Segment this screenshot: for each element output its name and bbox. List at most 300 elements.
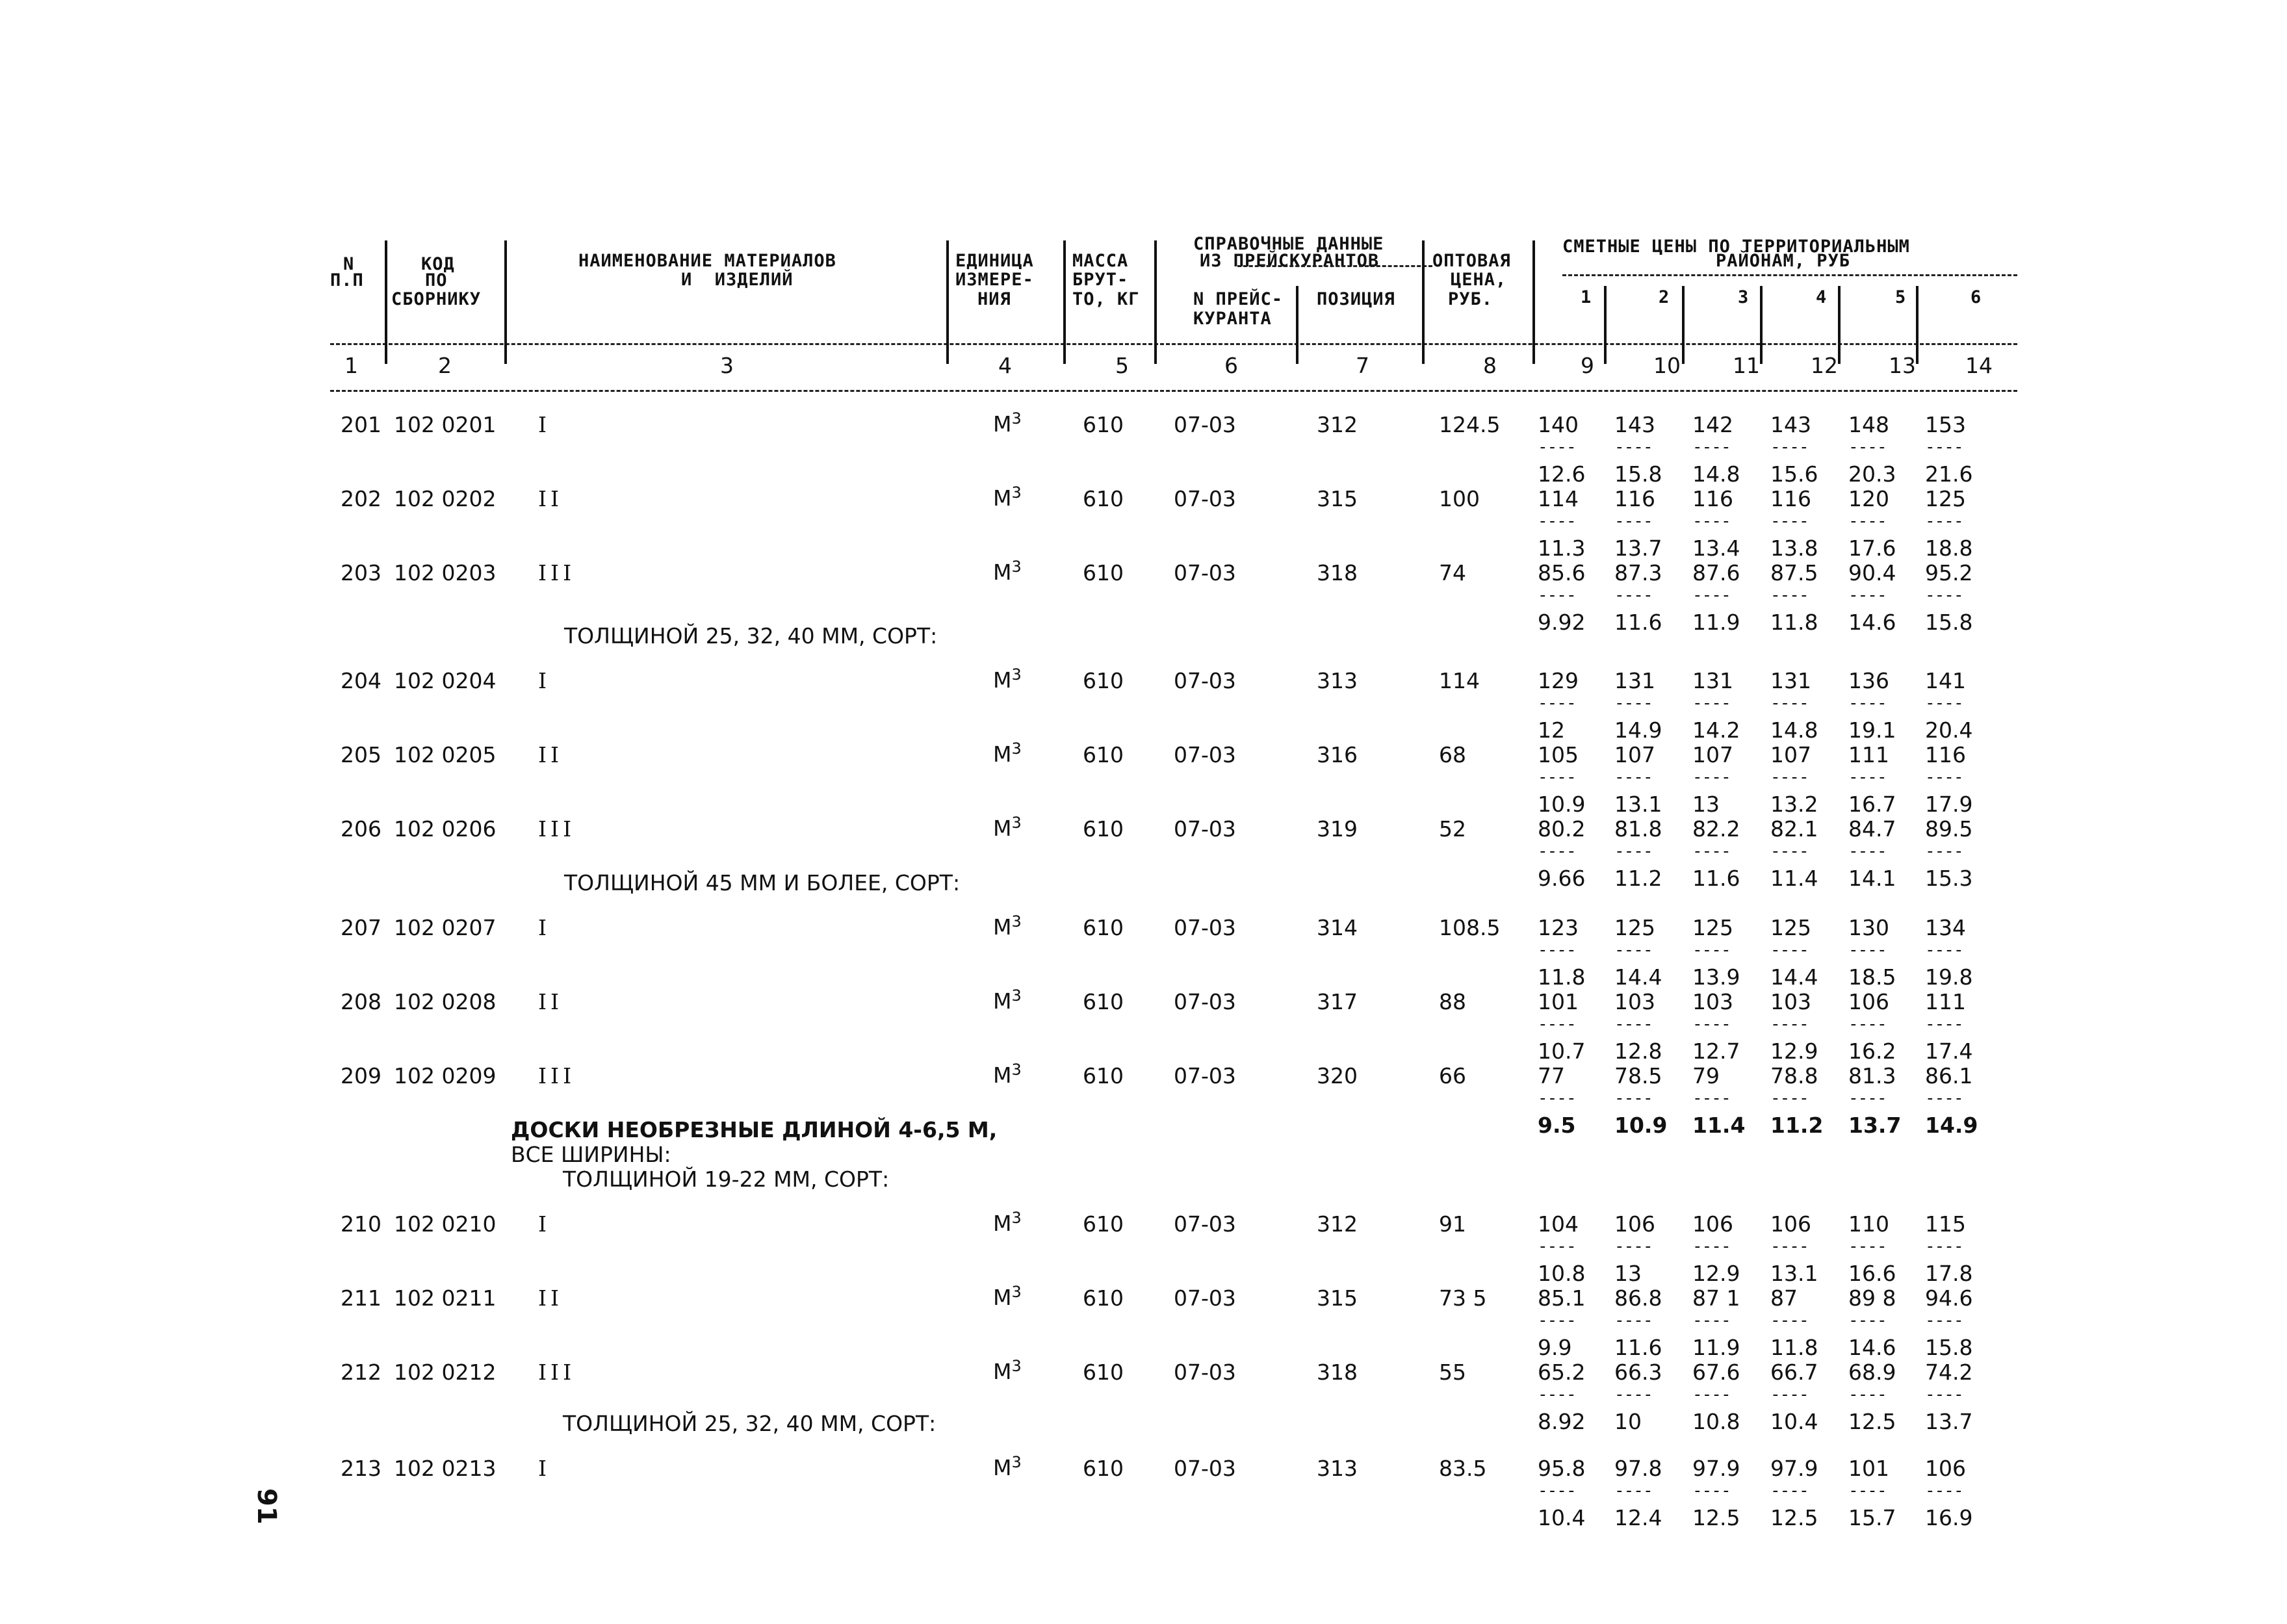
row-estimate-price: 125 bbox=[1614, 915, 1655, 940]
row-code: 102 0209 bbox=[394, 1063, 497, 1089]
row-code: 102 0206 bbox=[394, 816, 497, 842]
row-price-list: 07-03 bbox=[1174, 1211, 1236, 1237]
price-divider-dash: ---- bbox=[1925, 767, 1963, 787]
row-grade: I bbox=[538, 668, 551, 693]
unit-superscript: 3 bbox=[1011, 1453, 1022, 1471]
unit-superscript: 3 bbox=[1011, 409, 1022, 428]
row-position: 316 bbox=[1317, 742, 1358, 767]
row-estimate-subprice: 16.2 bbox=[1848, 1038, 1896, 1064]
row-mass: 610 bbox=[1083, 412, 1124, 437]
row-estimate-subprice: 14.4 bbox=[1614, 964, 1662, 990]
row-estimate-subprice: 14.9 bbox=[1925, 1113, 1978, 1138]
row-mass: 610 bbox=[1083, 668, 1124, 693]
price-divider-dash: ---- bbox=[1614, 1089, 1653, 1108]
row-estimate-subprice: 13.9 bbox=[1692, 964, 1740, 990]
row-mass: 610 bbox=[1083, 989, 1124, 1014]
price-divider-dash: ---- bbox=[1692, 693, 1731, 713]
row-estimate-price: 66.7 bbox=[1770, 1360, 1818, 1385]
row-price-list: 07-03 bbox=[1174, 816, 1236, 842]
price-divider-dash: ---- bbox=[1848, 1311, 1887, 1330]
row-unit bbox=[993, 1454, 1022, 1478]
unit-base: М bbox=[993, 667, 1012, 693]
row-estimate-subprice: 15.3 bbox=[1925, 866, 1973, 891]
row-code: 102 0202 bbox=[394, 486, 497, 511]
row-position: 317 bbox=[1317, 989, 1358, 1014]
row-mass: 610 bbox=[1083, 1063, 1124, 1089]
unit-superscript: 3 bbox=[1011, 1283, 1022, 1301]
row-estimate-subprice: 12.5 bbox=[1770, 1505, 1818, 1530]
price-divider-dash: ---- bbox=[1692, 437, 1731, 457]
row-unit bbox=[993, 1062, 1022, 1086]
row-estimate-price: 97.9 bbox=[1770, 1456, 1818, 1481]
row-estimate-price: 86.1 bbox=[1925, 1063, 1973, 1089]
column-separator bbox=[1422, 240, 1425, 364]
row-code: 102 0201 bbox=[394, 412, 497, 437]
unit-base: М bbox=[993, 411, 1012, 437]
section-label: ТОЛЩИНОЙ 25, 32, 40 ММ, СОРТ: bbox=[564, 623, 938, 649]
row-estimate-price: 107 bbox=[1614, 742, 1655, 767]
price-divider-dash: ---- bbox=[1692, 940, 1731, 960]
price-divider-dash: ---- bbox=[1770, 693, 1809, 713]
col-number: 2 bbox=[438, 353, 452, 378]
row-unit bbox=[993, 485, 1022, 509]
row-estimate-price: 131 bbox=[1692, 668, 1733, 693]
unit-superscript: 3 bbox=[1011, 558, 1022, 576]
row-position: 319 bbox=[1317, 816, 1358, 842]
row-estimate-subprice: 13.7 bbox=[1614, 535, 1662, 561]
row-price-list: 07-03 bbox=[1174, 668, 1236, 693]
row-estimate-price: 131 bbox=[1770, 668, 1811, 693]
price-divider-dash: ---- bbox=[1538, 437, 1576, 457]
price-divider-dash: ---- bbox=[1770, 842, 1809, 861]
row-estimate-price: 125 bbox=[1770, 915, 1811, 940]
row-number: 207 bbox=[341, 915, 381, 940]
row-number: 209 bbox=[341, 1063, 381, 1089]
row-unit bbox=[993, 559, 1022, 583]
unit-base: М bbox=[993, 741, 1012, 767]
row-estimate-price: 85.1 bbox=[1538, 1285, 1586, 1311]
column-separator bbox=[946, 240, 949, 364]
unit-base: М bbox=[993, 1063, 1012, 1088]
row-estimate-price: 89 8 bbox=[1848, 1285, 1896, 1311]
price-divider-dash: ---- bbox=[1614, 693, 1653, 713]
col-number: 11 bbox=[1733, 353, 1760, 378]
price-divider-dash: ---- bbox=[1925, 940, 1963, 960]
unit-base: М bbox=[993, 988, 1012, 1014]
row-estimate-price: 106 bbox=[1925, 1456, 1966, 1481]
unit-base: М bbox=[993, 560, 1012, 585]
row-estimate-price: 81.8 bbox=[1614, 816, 1662, 842]
row-mass: 610 bbox=[1083, 816, 1124, 842]
row-mass: 610 bbox=[1083, 1285, 1124, 1311]
row-estimate-subprice: 12.6 bbox=[1538, 461, 1586, 487]
row-price-list: 07-03 bbox=[1174, 560, 1236, 586]
row-estimate-price: 148 bbox=[1848, 412, 1889, 437]
unit-superscript: 3 bbox=[1011, 986, 1022, 1005]
row-estimate-price: 105 bbox=[1538, 742, 1579, 767]
row-estimate-subprice: 16.7 bbox=[1848, 792, 1896, 817]
col-number: 14 bbox=[1965, 353, 1993, 378]
price-divider-dash: ---- bbox=[1925, 1014, 1963, 1034]
row-estimate-price: 143 bbox=[1614, 412, 1655, 437]
row-wholesale-price: 108.5 bbox=[1439, 915, 1501, 940]
column-separator bbox=[1760, 286, 1763, 364]
row-unit bbox=[993, 741, 1022, 765]
row-estimate-subprice: 9.9 bbox=[1538, 1335, 1572, 1360]
row-estimate-price: 115 bbox=[1925, 1211, 1966, 1237]
price-divider-dash: ---- bbox=[1538, 586, 1576, 605]
section-label: ВСЕ ШИРИНЫ: bbox=[511, 1142, 671, 1167]
row-estimate-subprice: 12.4 bbox=[1614, 1505, 1662, 1530]
row-grade: II bbox=[538, 1285, 563, 1311]
row-estimate-price: 106 bbox=[1692, 1211, 1733, 1237]
row-estimate-subprice: 12.5 bbox=[1692, 1505, 1740, 1530]
row-grade: I bbox=[538, 1456, 551, 1481]
row-grade: II bbox=[538, 989, 563, 1014]
region-label: 2 bbox=[1659, 287, 1670, 307]
row-number: 213 bbox=[341, 1456, 381, 1481]
row-number: 204 bbox=[341, 668, 381, 693]
col-number: 6 bbox=[1224, 353, 1238, 378]
price-divider-dash: ---- bbox=[1614, 586, 1653, 605]
row-unit bbox=[993, 1358, 1022, 1382]
row-price-list: 07-03 bbox=[1174, 915, 1236, 940]
price-divider-dash: ---- bbox=[1848, 1385, 1887, 1404]
col-est-label: РАЙОНАМ, РУБ bbox=[1716, 251, 1851, 271]
row-grade: II bbox=[538, 742, 563, 767]
row-estimate-price: 66.3 bbox=[1614, 1360, 1662, 1385]
price-divider-dash: ---- bbox=[1692, 1014, 1731, 1034]
row-estimate-subprice: 10.8 bbox=[1538, 1261, 1586, 1286]
row-unit bbox=[993, 815, 1022, 839]
row-estimate-price: 95.2 bbox=[1925, 560, 1973, 586]
price-divider-dash: ---- bbox=[1848, 940, 1887, 960]
column-separator bbox=[1154, 240, 1157, 364]
row-mass: 610 bbox=[1083, 1360, 1124, 1385]
row-estimate-subprice: 13.1 bbox=[1614, 792, 1662, 817]
row-estimate-price: 107 bbox=[1770, 742, 1811, 767]
price-divider-dash: ---- bbox=[1538, 767, 1576, 787]
row-unit bbox=[993, 988, 1022, 1012]
col-ref-pos-label: ПОЗИЦИЯ bbox=[1317, 289, 1395, 309]
row-estimate-price: 116 bbox=[1692, 486, 1733, 511]
price-divider-dash: ---- bbox=[1692, 511, 1731, 531]
row-estimate-subprice: 14.8 bbox=[1692, 461, 1740, 487]
row-grade: III bbox=[538, 560, 576, 586]
unit-superscript: 3 bbox=[1011, 814, 1022, 832]
row-estimate-subprice: 11.3 bbox=[1538, 535, 1586, 561]
row-estimate-price: 97.8 bbox=[1614, 1456, 1662, 1481]
row-price-list: 07-03 bbox=[1174, 1285, 1236, 1311]
row-grade: II bbox=[538, 486, 563, 511]
row-estimate-subprice: 16.6 bbox=[1848, 1261, 1896, 1286]
price-divider-dash: ---- bbox=[1538, 1311, 1576, 1330]
price-divider-dash: ---- bbox=[1848, 842, 1887, 861]
region-label: 6 bbox=[1970, 287, 1982, 307]
row-estimate-subprice: 14.2 bbox=[1692, 717, 1740, 743]
price-divider-dash: ---- bbox=[1770, 1385, 1809, 1404]
price-divider-dash: ---- bbox=[1925, 1089, 1963, 1108]
row-wholesale-price: 88 bbox=[1439, 989, 1466, 1014]
region-label: 1 bbox=[1581, 287, 1592, 307]
row-number: 210 bbox=[341, 1211, 381, 1237]
column-separator bbox=[385, 240, 387, 364]
unit-base: М bbox=[993, 485, 1012, 511]
price-divider-dash: ---- bbox=[1614, 1014, 1653, 1034]
price-divider-dash: ---- bbox=[1848, 437, 1887, 457]
row-estimate-subprice: 11.6 bbox=[1614, 610, 1662, 635]
price-divider-dash: ---- bbox=[1770, 1014, 1809, 1034]
row-estimate-price: 65.2 bbox=[1538, 1360, 1586, 1385]
row-estimate-subprice: 14.9 bbox=[1614, 717, 1662, 743]
row-estimate-subprice: 15.7 bbox=[1848, 1505, 1896, 1530]
row-estimate-price: 81.3 bbox=[1848, 1063, 1896, 1089]
row-estimate-price: 130 bbox=[1848, 915, 1889, 940]
row-wholesale-price: 100 bbox=[1439, 486, 1480, 511]
row-code: 102 0204 bbox=[394, 668, 497, 693]
section-label: ДОСКИ НЕОБРЕЗНЫЕ ДЛИНОЙ 4-6,5 М, bbox=[511, 1117, 998, 1142]
price-divider-dash: ---- bbox=[1925, 1311, 1963, 1330]
row-wholesale-price: 66 bbox=[1439, 1063, 1466, 1089]
row-estimate-price: 101 bbox=[1848, 1456, 1889, 1481]
row-estimate-subprice: 13.2 bbox=[1770, 792, 1818, 817]
row-estimate-price: 87.3 bbox=[1614, 560, 1662, 586]
col-number: 7 bbox=[1356, 353, 1369, 378]
price-divider-dash: ---- bbox=[1925, 437, 1963, 457]
row-estimate-price: 87 1 bbox=[1692, 1285, 1740, 1311]
row-estimate-price: 104 bbox=[1538, 1211, 1579, 1237]
section-label: ТОЛЩИНОЙ 45 ММ И БОЛЕЕ, СОРТ: bbox=[564, 870, 961, 896]
row-estimate-price: 120 bbox=[1848, 486, 1889, 511]
row-code: 102 0210 bbox=[394, 1211, 497, 1237]
price-divider-dash: ---- bbox=[1770, 767, 1809, 787]
row-position: 318 bbox=[1317, 560, 1358, 586]
row-estimate-subprice: 11.6 bbox=[1614, 1335, 1662, 1360]
unit-superscript: 3 bbox=[1011, 912, 1022, 931]
unit-base: М bbox=[993, 1359, 1012, 1384]
price-divider-dash: ---- bbox=[1614, 940, 1653, 960]
row-estimate-price: 103 bbox=[1614, 989, 1655, 1014]
row-estimate-price: 107 bbox=[1692, 742, 1733, 767]
row-estimate-subprice: 15.8 bbox=[1925, 610, 1973, 635]
col-unit-label: ИЗМЕРЕ- bbox=[955, 270, 1034, 290]
col-unit-label: ЕДИНИЦА bbox=[955, 251, 1034, 271]
row-estimate-subprice: 11.4 bbox=[1692, 1113, 1746, 1138]
row-estimate-price: 90.4 bbox=[1848, 560, 1896, 586]
row-estimate-subprice: 13 bbox=[1692, 792, 1720, 817]
row-estimate-subprice: 12.9 bbox=[1692, 1261, 1740, 1286]
row-estimate-subprice: 17.8 bbox=[1925, 1261, 1973, 1286]
col-code-label: КОД bbox=[421, 254, 455, 274]
row-estimate-subprice: 20.4 bbox=[1925, 717, 1973, 743]
col-number: 3 bbox=[720, 353, 734, 378]
column-separator bbox=[1532, 240, 1535, 364]
row-estimate-subprice: 10.4 bbox=[1770, 1409, 1818, 1434]
row-estimate-subprice: 13.4 bbox=[1692, 535, 1740, 561]
col-number: 8 bbox=[1483, 353, 1497, 378]
price-divider-dash: ---- bbox=[1770, 586, 1809, 605]
row-estimate-price: 101 bbox=[1538, 989, 1579, 1014]
row-estimate-subprice: 17.4 bbox=[1925, 1038, 1973, 1064]
row-position: 313 bbox=[1317, 668, 1358, 693]
col-name-label: И ИЗДЕЛИЙ bbox=[681, 270, 794, 290]
price-divider-dash: ---- bbox=[1692, 1481, 1731, 1501]
row-estimate-price: 106 bbox=[1614, 1211, 1655, 1237]
row-position: 313 bbox=[1317, 1456, 1358, 1481]
row-mass: 610 bbox=[1083, 560, 1124, 586]
row-estimate-price: 116 bbox=[1614, 486, 1655, 511]
row-unit bbox=[993, 914, 1022, 938]
row-estimate-subprice: 11.4 bbox=[1770, 866, 1818, 891]
price-divider-dash: ---- bbox=[1848, 1014, 1887, 1034]
row-price-list: 07-03 bbox=[1174, 742, 1236, 767]
price-divider-dash: ---- bbox=[1925, 586, 1963, 605]
row-estimate-subprice: 12.8 bbox=[1614, 1038, 1662, 1064]
row-estimate-subprice: 12.7 bbox=[1692, 1038, 1740, 1064]
col-name-label: НАИМЕНОВАНИЕ МАТЕРИАЛОВ bbox=[578, 251, 836, 271]
col-number: 1 bbox=[344, 353, 358, 378]
row-grade: I bbox=[538, 1211, 551, 1237]
column-separator bbox=[1838, 286, 1841, 364]
section-label: ТОЛЩИНОЙ 25, 32, 40 ММ, СОРТ: bbox=[563, 1411, 937, 1436]
row-estimate-subprice: 9.5 bbox=[1538, 1113, 1576, 1138]
col-num-label: N bbox=[343, 254, 355, 274]
price-divider-dash: ---- bbox=[1614, 437, 1653, 457]
col-mass-label: МАССА bbox=[1072, 251, 1129, 271]
row-number: 211 bbox=[341, 1285, 381, 1311]
row-code: 102 0213 bbox=[394, 1456, 497, 1481]
row-code: 102 0208 bbox=[394, 989, 497, 1014]
row-mass: 610 bbox=[1083, 1211, 1124, 1237]
row-estimate-price: 103 bbox=[1770, 989, 1811, 1014]
row-grade: I bbox=[538, 915, 551, 940]
row-estimate-subprice: 10.4 bbox=[1538, 1505, 1586, 1530]
row-mass: 610 bbox=[1083, 1456, 1124, 1481]
row-price-list: 07-03 bbox=[1174, 412, 1236, 437]
row-position: 315 bbox=[1317, 1285, 1358, 1311]
row-estimate-price: 85.6 bbox=[1538, 560, 1586, 586]
price-divider-dash: ---- bbox=[1538, 1237, 1576, 1256]
price-divider-dash: ---- bbox=[1770, 511, 1809, 531]
price-divider-dash: ---- bbox=[1692, 1385, 1731, 1404]
price-divider-dash: ---- bbox=[1614, 842, 1653, 861]
row-estimate-subprice: 11.2 bbox=[1614, 866, 1662, 891]
col-code-label: ПО bbox=[425, 270, 448, 290]
row-estimate-price: 87 bbox=[1770, 1285, 1798, 1311]
header-rule bbox=[330, 343, 2017, 345]
column-separator bbox=[1063, 240, 1066, 364]
row-estimate-subprice: 15.8 bbox=[1925, 1335, 1973, 1360]
row-mass: 610 bbox=[1083, 742, 1124, 767]
row-estimate-subprice: 13 bbox=[1614, 1261, 1642, 1286]
row-position: 318 bbox=[1317, 1360, 1358, 1385]
col-ref-price-label: N ПРЕЙС- bbox=[1193, 289, 1284, 309]
row-unit bbox=[993, 667, 1022, 691]
price-divider-dash: ---- bbox=[1770, 1311, 1809, 1330]
row-estimate-subprice: 8.92 bbox=[1538, 1409, 1586, 1434]
region-label: 3 bbox=[1738, 287, 1750, 307]
price-divider-dash: ---- bbox=[1925, 842, 1963, 861]
row-estimate-subprice: 13.7 bbox=[1848, 1113, 1902, 1138]
col-number: 5 bbox=[1115, 353, 1129, 378]
row-estimate-price: 114 bbox=[1538, 486, 1579, 511]
unit-base: М bbox=[993, 816, 1012, 841]
price-divider-dash: ---- bbox=[1614, 1385, 1653, 1404]
row-estimate-price: 89.5 bbox=[1925, 816, 1973, 842]
row-estimate-subprice: 19.1 bbox=[1848, 717, 1896, 743]
price-divider-dash: ---- bbox=[1848, 1237, 1887, 1256]
column-separator bbox=[504, 240, 507, 364]
row-position: 312 bbox=[1317, 412, 1358, 437]
row-estimate-subprice: 18.5 bbox=[1848, 964, 1896, 990]
col-number: 9 bbox=[1581, 353, 1594, 378]
price-divider-dash: ---- bbox=[1925, 693, 1963, 713]
price-divider-dash: ---- bbox=[1770, 1481, 1809, 1501]
row-estimate-price: 131 bbox=[1614, 668, 1655, 693]
row-estimate-subprice: 15.8 bbox=[1614, 461, 1662, 487]
price-divider-dash: ---- bbox=[1538, 940, 1576, 960]
price-divider-dash: ---- bbox=[1925, 1237, 1963, 1256]
col-whole-label: РУБ. bbox=[1448, 289, 1493, 309]
row-estimate-price: 142 bbox=[1692, 412, 1733, 437]
col-number: 13 bbox=[1889, 353, 1916, 378]
col-number: 10 bbox=[1653, 353, 1681, 378]
row-estimate-subprice: 11.6 bbox=[1692, 866, 1740, 891]
row-estimate-price: 87.5 bbox=[1770, 560, 1818, 586]
row-mass: 610 bbox=[1083, 915, 1124, 940]
price-divider-dash: ---- bbox=[1692, 1311, 1731, 1330]
row-estimate-subprice: 20.3 bbox=[1848, 461, 1896, 487]
row-estimate-price: 82.2 bbox=[1692, 816, 1740, 842]
row-estimate-price: 95.8 bbox=[1538, 1456, 1586, 1481]
row-estimate-price: 97.9 bbox=[1692, 1456, 1740, 1481]
row-estimate-subprice: 11.9 bbox=[1692, 1335, 1740, 1360]
col-unit-label: НИЯ bbox=[977, 289, 1011, 309]
row-estimate-subprice: 13.1 bbox=[1770, 1261, 1818, 1286]
price-divider-dash: ---- bbox=[1614, 1311, 1653, 1330]
price-divider-dash: ---- bbox=[1770, 1089, 1809, 1108]
row-estimate-price: 106 bbox=[1848, 989, 1889, 1014]
price-divider-dash: ---- bbox=[1848, 1089, 1887, 1108]
row-number: 208 bbox=[341, 989, 381, 1014]
row-grade: I bbox=[538, 412, 551, 437]
col-mass-label: БРУТ- bbox=[1072, 270, 1129, 290]
row-estimate-subprice: 18.8 bbox=[1925, 535, 1973, 561]
row-wholesale-price: 68 bbox=[1439, 742, 1466, 767]
col-ref-label: СПРАВОЧНЫЕ ДАННЫЕ bbox=[1193, 234, 1384, 254]
price-divider-dash: ---- bbox=[1770, 1237, 1809, 1256]
price-divider-dash: ---- bbox=[1538, 842, 1576, 861]
unit-base: М bbox=[993, 1211, 1012, 1236]
price-divider-dash: ---- bbox=[1848, 767, 1887, 787]
header-rule bbox=[1237, 265, 1432, 267]
col-number: 4 bbox=[998, 353, 1012, 378]
row-position: 320 bbox=[1317, 1063, 1358, 1089]
price-divider-dash: ---- bbox=[1848, 511, 1887, 531]
price-divider-dash: ---- bbox=[1848, 1481, 1887, 1501]
row-number: 202 bbox=[341, 486, 381, 511]
row-estimate-subprice: 21.6 bbox=[1925, 461, 1973, 487]
price-divider-dash: ---- bbox=[1538, 693, 1576, 713]
row-estimate-price: 103 bbox=[1692, 989, 1733, 1014]
price-divider-dash: ---- bbox=[1848, 693, 1887, 713]
row-wholesale-price: 74 bbox=[1439, 560, 1466, 586]
row-wholesale-price: 73 5 bbox=[1439, 1285, 1487, 1311]
row-estimate-price: 87.6 bbox=[1692, 560, 1740, 586]
row-estimate-subprice: 17.6 bbox=[1848, 535, 1896, 561]
unit-base: М bbox=[993, 914, 1012, 940]
row-estimate-price: 141 bbox=[1925, 668, 1966, 693]
